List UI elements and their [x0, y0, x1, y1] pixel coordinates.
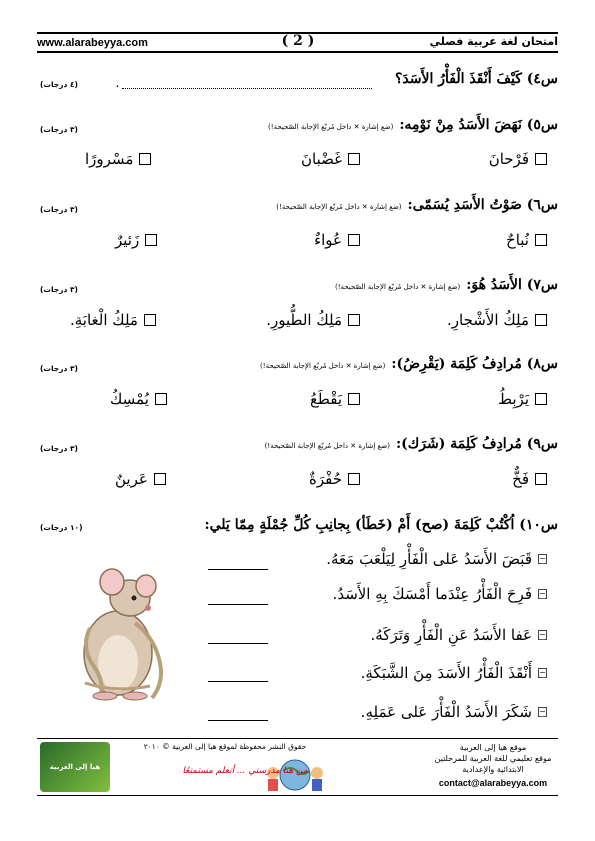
q8-instruction: (ضع إشارة ✕ داخل مُربّع الإجابة الصّحيحة!) — [260, 362, 386, 370]
sentence-text: شَكَرَ الأَسَدُ الْفَأْرَ عَلى عَمَلِهِ. — [360, 703, 532, 721]
sentence-text: قَبَضَ الأَسَدُ عَلى الْفَأْرِ لِيَلْعَبَ مَعَهُ. — [326, 550, 532, 568]
q10-answer-2[interactable] — [208, 604, 268, 605]
footer-email[interactable]: contact@alarabeyya.com — [438, 778, 548, 788]
option-label: فَخٌّ — [512, 470, 529, 488]
q7-title: س٧) الأَسَدُ هُوَ: — [466, 277, 558, 293]
footer-site-name: موقع هيا إلى العربية — [459, 743, 527, 752]
q8-heading — [260, 356, 558, 372]
q7-grade: (٣ درجات) — [40, 285, 78, 294]
footer-site-info — [428, 742, 558, 775]
q6-option-1[interactable] — [506, 231, 547, 249]
logo-text: هيا إلى العربية — [49, 763, 101, 771]
checkbox[interactable] — [535, 473, 547, 485]
q10-answer-1[interactable] — [208, 569, 268, 570]
checkbox[interactable] — [348, 234, 360, 246]
document-icon — [538, 668, 547, 678]
q9-grade: (٣ درجات) — [40, 444, 78, 453]
q6-instruction: (ضع إشارة ✕ داخل مُربّع الإجابة الصّحيحة!) — [276, 203, 402, 211]
q7-option-1[interactable] — [447, 311, 547, 329]
footer-top-rule — [37, 738, 558, 739]
checkbox[interactable] — [535, 153, 547, 165]
q10-sentence-1 — [326, 550, 547, 568]
q6-option-2[interactable] — [314, 231, 360, 249]
option-label: يُمْسِكُ — [110, 390, 149, 408]
checkbox[interactable] — [348, 393, 360, 405]
document-icon — [538, 707, 547, 717]
q10-sentence-5 — [361, 703, 547, 721]
q8-option-3[interactable] — [110, 390, 167, 408]
q5-option-3[interactable] — [85, 150, 151, 168]
q7-option-2[interactable] — [266, 311, 360, 329]
checkbox[interactable] — [144, 314, 156, 326]
footer-copyright: حقوق النشر محفوظة لموقع هيا إلى العربية © ٢٠١٠ — [143, 742, 307, 751]
q7-heading — [335, 277, 558, 293]
option-label: يَقْطَعُ — [309, 390, 342, 408]
sentence-text: فَرِحَ الْفَأْرُ عِنْدَما أَمْسَكَ بِهِ الأَسَدُ. — [332, 585, 532, 603]
option-label: مَلِكُ الْغابَةِ. — [70, 311, 138, 329]
q5-heading — [268, 117, 558, 133]
q8-title: س٨) مُرادِفُ كَلِمَة (يَقْرِضُ): — [391, 356, 558, 372]
option-label: مَلِكُ الأَشْجارِ. — [447, 311, 529, 329]
header-title: امتحان لغة عربية فصلي — [429, 35, 558, 48]
option-label: غَضْبانَ — [301, 150, 342, 168]
q5-title: س٥) نَهَضَ الأَسَدُ مِنْ نَوْمِه: — [399, 117, 558, 133]
option-label: عَرينٌ — [115, 470, 148, 488]
checkbox[interactable] — [535, 393, 547, 405]
option-label: فَرْحانَ — [488, 150, 529, 168]
option-label: زَئيرٌ — [115, 231, 140, 249]
mouse-illustration — [60, 568, 170, 703]
q10-answer-4[interactable] — [208, 681, 268, 682]
sentence-text: عَفا الأَسَدُ عَنِ الْفَأْرِ وَتَرَكَهُ. — [370, 626, 532, 644]
q8-option-1[interactable] — [498, 390, 547, 408]
checkbox[interactable] — [155, 393, 167, 405]
q6-option-3[interactable] — [115, 231, 157, 249]
q6-title: س٦) صَوْتُ الأَسَدِ يُسَمّى: — [407, 197, 558, 213]
option-label: مَلِكُ الطُّيورِ. — [266, 311, 342, 329]
q9-option-3[interactable] — [115, 470, 166, 488]
q7-instruction: (ضع إشارة ✕ داخل مُربّع الإجابة الصّحيحة!) — [334, 283, 461, 291]
site-logo[interactable] — [40, 742, 110, 792]
q9-option-2[interactable] — [309, 470, 360, 488]
document-icon — [538, 554, 547, 564]
q10-title: س١٠) اُكْتُبْ كَلِمَةَ (صح) أَمْ (خَطَأ) بِجانِبِ كُلِّ جُمْلَةٍ مِمّا يَلي: — [204, 517, 558, 533]
page-number: ( 2 ) — [281, 33, 315, 49]
document-icon — [538, 589, 547, 599]
q4-answer-line[interactable] — [122, 88, 372, 89]
option-label: يَرْبِطُ — [498, 390, 529, 408]
header-website[interactable]: www.alarabeyya.com — [37, 37, 148, 49]
q9-title: س٩) مُرادِفُ كَلِمَة (شَرَك): — [395, 436, 558, 452]
checkbox[interactable] — [154, 473, 166, 485]
document-icon — [538, 630, 547, 640]
q6-heading — [276, 197, 558, 213]
footer-site-desc: موقع تعليمي للغة العربية للمرحلتين الابتدائية والإعدادية — [434, 754, 552, 774]
sentence-text: أَنْقَذَ الْفَأْرُ الأَسَدَ مِنَ الشَّبَكَةِ. — [360, 664, 532, 682]
checkbox[interactable] — [348, 473, 360, 485]
option-label: مَسْرورًا — [85, 150, 134, 168]
q10-sentence-4 — [361, 664, 547, 682]
footer-bottom-rule — [37, 795, 558, 796]
q5-option-1[interactable] — [489, 150, 547, 168]
q4-title: س٤) كَيْفَ أَنْقَذَ الْفَأْرُ الأَسَدَ؟ — [395, 71, 558, 87]
q7-option-3[interactable] — [70, 311, 156, 329]
checkbox[interactable] — [535, 234, 547, 246]
checkbox[interactable] — [348, 153, 360, 165]
footer-slogan: من هنا مدرستي ... أتعلم مستمتعًا — [182, 766, 308, 776]
option-label: عُواءٌ — [314, 231, 342, 249]
checkbox[interactable] — [139, 153, 151, 165]
checkbox[interactable] — [348, 314, 360, 326]
q10-answer-3[interactable] — [208, 643, 268, 644]
q4-end-mark: . — [116, 80, 119, 89]
q8-option-2[interactable] — [310, 390, 360, 408]
q10-grade: (١٠ درجات) — [40, 523, 83, 532]
header-bottom-rule — [37, 51, 558, 53]
option-label: حُفْرَةٌ — [309, 470, 342, 488]
q5-grade: (٣ درجات) — [40, 125, 78, 134]
checkbox[interactable] — [535, 314, 547, 326]
q9-option-1[interactable] — [512, 470, 547, 488]
q9-instruction: (ضع إشارة ✕ داخل مُربّع الإجابة الصّحيحة!) — [264, 442, 390, 450]
option-label: نُباحٌ — [506, 231, 529, 249]
q10-answer-5[interactable] — [208, 720, 268, 721]
q6-grade: (٣ درجات) — [40, 205, 78, 214]
q5-instruction: (ضع إشارة ✕ داخل مُربّع الإجابة الصّحيحة!) — [268, 123, 394, 131]
q4-grade: (٤ درجات) — [40, 80, 78, 89]
q10-sentence-2 — [333, 585, 547, 603]
q5-option-2[interactable] — [301, 150, 360, 168]
q8-grade: (٣ درجات) — [40, 364, 78, 373]
checkbox[interactable] — [145, 234, 157, 246]
q9-heading — [265, 436, 558, 452]
q10-sentence-3 — [371, 626, 548, 644]
